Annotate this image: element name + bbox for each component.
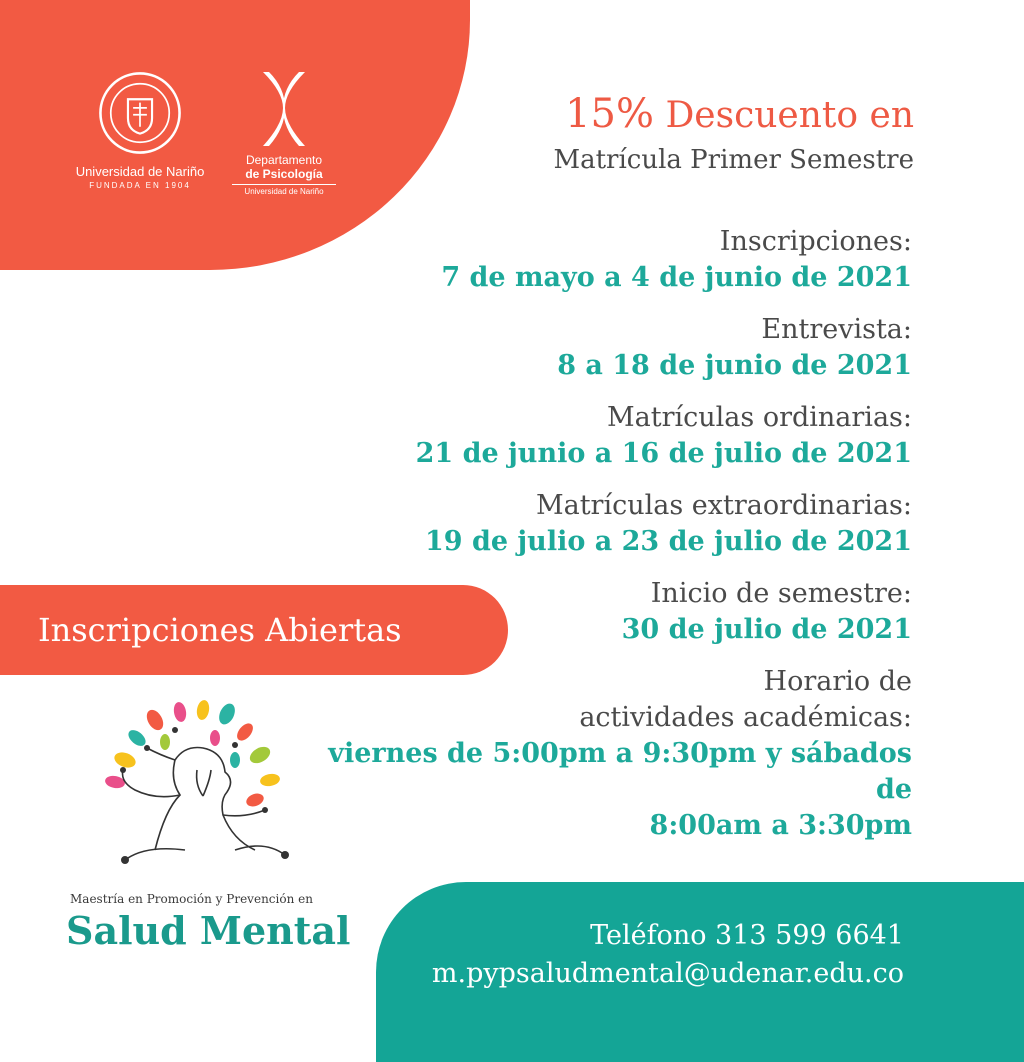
- psicologia-x-icon: [259, 70, 309, 148]
- schedule-value: 30 de julio de 2021: [621, 614, 912, 645]
- schedule-label: Inicio de semestre:: [650, 578, 912, 609]
- department-line3: Universidad de Nariño: [232, 184, 336, 196]
- program-subtitle: Maestría en Promoción y Prevención en: [70, 892, 313, 906]
- schedule-label: Matrículas extraordinarias:: [535, 490, 912, 521]
- discount-percent: 15%: [565, 91, 654, 137]
- hours-value-line2: 8:00am a 3:30pm: [649, 810, 912, 841]
- schedule-label: Inscripciones:: [719, 226, 912, 257]
- hours-value-line1: viernes de 5:00pm a 9:30pm y sábados de: [328, 738, 912, 805]
- schedule-value: 19 de julio a 23 de julio de 2021: [424, 526, 912, 557]
- program-title: Salud Mental: [66, 908, 351, 953]
- schedule-label: Entrevista:: [761, 314, 912, 345]
- schedule-value: 21 de junio a 16 de julio de 2021: [415, 438, 912, 469]
- headline: [553, 92, 914, 180]
- university-founded: FUNDADA EN 1904: [89, 181, 191, 190]
- university-seal-icon: [97, 70, 183, 156]
- schedule-label: Matrículas ordinarias:: [607, 402, 912, 433]
- universidad-logo: [70, 70, 210, 190]
- schedule-value: 8 a 18 de junio de 2021: [557, 350, 912, 381]
- inscripciones-abiertas-banner: Inscripciones Abiertas: [0, 585, 508, 675]
- schedule-value: 7 de mayo a 4 de junio de 2021: [441, 262, 912, 293]
- psicologia-logo: [232, 70, 336, 196]
- contact-panel: [376, 882, 1024, 1062]
- discount-title: [553, 92, 914, 138]
- hours-label-line2: actividades académicas:: [579, 702, 912, 733]
- discount-subtitle: Matrícula Primer Semestre: [553, 145, 914, 175]
- contact-phone: Teléfono 313 599 6641: [590, 920, 904, 951]
- mental-health-tree-icon: [85, 700, 315, 870]
- discount-text: Descuento en: [654, 95, 914, 136]
- university-name: Universidad de Nariño: [75, 164, 205, 179]
- contact-email: m.pypsaludmental@udenar.edu.co: [431, 958, 904, 989]
- department-line1: Departamento: [245, 153, 323, 167]
- hours-label-line1: Horario de: [763, 666, 912, 697]
- department-line2: de Psicología: [245, 167, 323, 181]
- schedule: [292, 224, 912, 860]
